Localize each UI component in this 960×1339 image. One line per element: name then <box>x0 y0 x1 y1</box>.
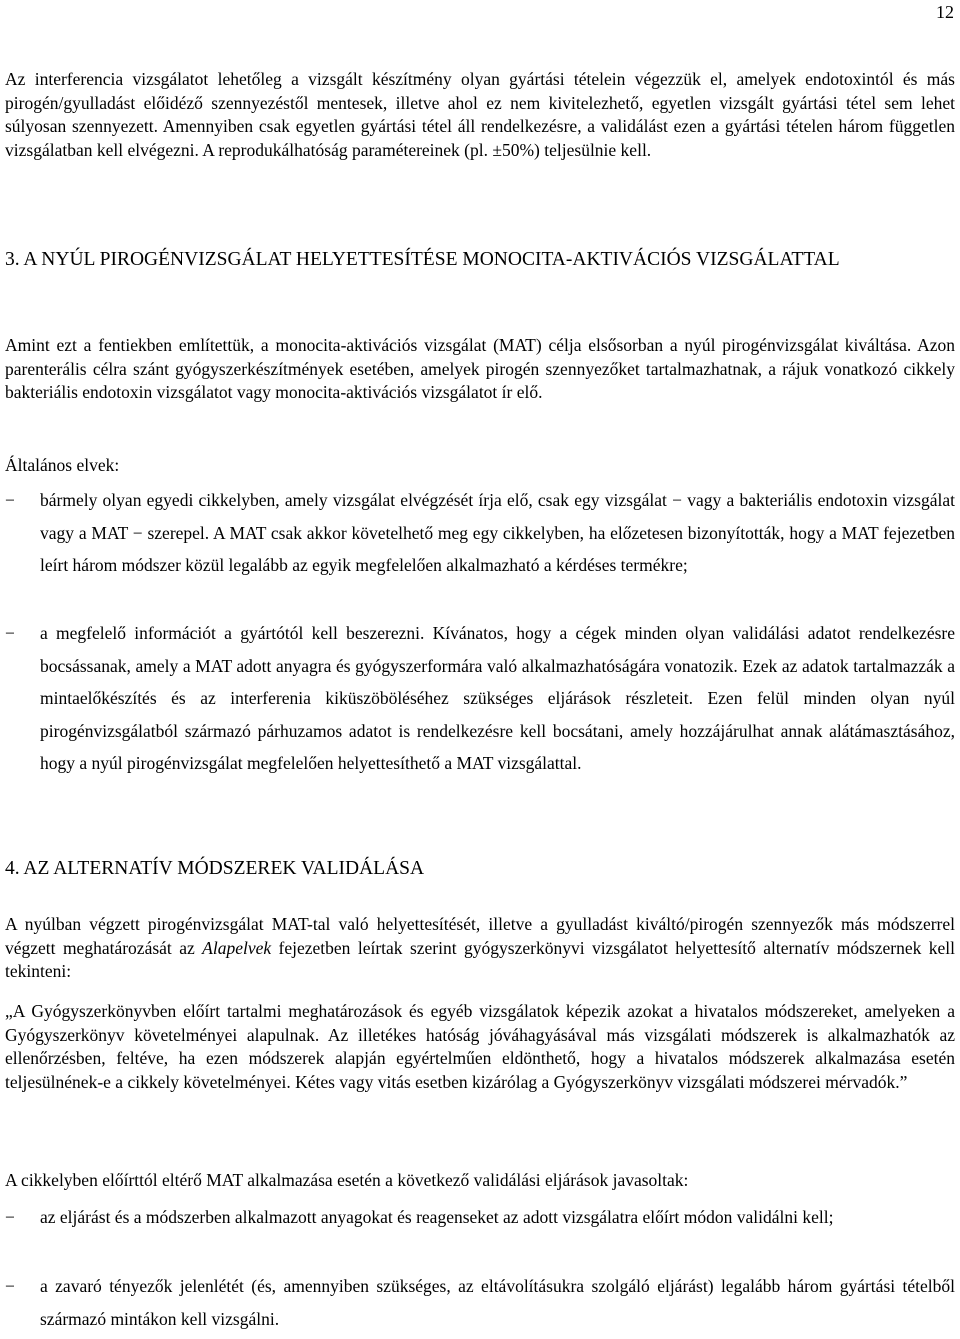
bullet-text: az eljárást és a módszerben alkalmazott anyagokat és reagenseket az adott vizsgálatra előírt módon validálni kell; <box>40 1207 834 1227</box>
section-3-heading: 3. A NYÚL PIROGÉNVIZSGÁLAT HELYETTESÍTÉSE MONOCITA-AKTIVÁCIÓS VIZSGÁLATTAL <box>5 249 840 270</box>
bullet-text: a zavaró tényezők jelenlétét (és, amennyiben szükséges, az eltávolításukra szolgáló eljárást) legalább három gyártási tételből származó mintákon kell vizsgálni. <box>40 1276 955 1329</box>
dash-bullet-icon: − <box>5 1207 15 1227</box>
page-number: 12 <box>936 2 954 22</box>
section-3-bullet-1 <box>5 484 955 582</box>
bullet-text: bármely olyan egyedi cikkelyben, amely vizsgálat elvégzését írja elő, csak egy vizsgálat − vagy a bakteriális endotoxin vizsgálat vagy a MAT − szerepel. A MAT csak akkor követelhető meg egy cikkelyben, ha előzetesen bizonyították, hogy a MAT fejezetben leírt három módszer közül legalább az egyik megfelelően alkalmazható a kérdéses termékre; <box>40 490 955 575</box>
interference-paragraph: Az interferencia vizsgálatot lehetőleg a vizsgált készítmény olyan gyártási tételein végezzük el, amelyek endotoxintól és más pirogén/gyulladást előidéző szennyezéstől mentesek, illetve ahol ez nem kivitelezhető, egyetlen vizsgált gyártási tétel sem lehet súlyosan szennyezett. Amennyiben csak egyetlen gyártási tétel áll rendelkezésre, a validálást ezen a gyártási tételen három független vizsgálatban kell elvégezni. A reprodukálhatóság paramétereinek (pl. ±50%) teljesülnie kell. <box>5 69 955 160</box>
general-principles-label: Általános elvek: <box>5 455 120 475</box>
section-3-intro: Amint ezt a fentiekben említettük, a monocita-aktivációs vizsgálat (MAT) célja elsősorban a nyúl pirogénvizsgálat kiváltása. Azon parenterális célra szánt gyógyszerkészítmények esetében, amelyek pirogén szennyezőket tartalmazhatnak, a rájuk vonatkozó cikkely bakteriális endotoxin vizsgálatot vagy monocita-aktivációs vizsgálatot ír elő. <box>5 335 955 403</box>
section-4-heading: 4. AZ ALTERNATÍV MÓDSZEREK VALIDÁLÁSA <box>5 858 425 879</box>
dash-bullet-icon: − <box>5 623 15 643</box>
section-4-bullet-2 <box>5 1270 955 1335</box>
dash-bullet-icon: − <box>5 490 15 510</box>
section-4-bullet-1 <box>5 1201 955 1234</box>
section-4-intro: A nyúlban végzett pirogénvizsgálat MAT-tal való helyettesítését, illetve a gyulladást kiváltó/pirogén szennyezők más módszerrel végzett meghatározását az Alapelvek fejezetben leírtak szerint gyógyszerkönyvi vizsgálatot helyettesítő alternatív módszernek kell tekinteni: <box>5 914 955 982</box>
pharmacopoeia-quote: „A Gyógyszerkönyvben előírt tartalmi meghatározások és egyéb vizsgálatok képezik azokat a hivatalos módszereket, amelyeken a Gyógyszerkönyv követelményei alapulnak. Az illetékes hatóság jóváhagyásával más vizsgálati módszerek is alkalmazhatók az ellenőrzésben, feltéve, ha ezen módszerek alapján egyértelműen eldönthető, hogy a hivatalos módszerek alkalmazása esetén teljesülnének-e a cikkely követelményei. Kétes vagy vitás esetben kizárólag a Gyógyszerkönyv vizsgálati módszerei mérvadók.” <box>5 1001 955 1092</box>
section-3-bullet-2 <box>5 617 955 780</box>
alapelvek-reference: Alapelvek <box>202 937 272 958</box>
bullet-text: a megfelelő információt a gyártótól kell beszerezni. Kívánatos, hogy a cégek minden olyan validálási adatot rendelkezésre bocsássanak, amely a MAT adott anyagra és gyógyszerformára való alkalmazhatóságára vonatozik. Ezek az adatok tartalmazzák a mintaelőkészítés és az interferenia kiküszöböléséhez szükséges eljárások részleteit. Ezen felül minden olyan nyúl pirogénvizsgálatból származó párhuzamos adatot is rendelkezésre kell bocsátani, amely hozzájárulhat annak alátámasztásához, hogy a nyúl pirogénvizsgálat megfelelően helyettesíthető a MAT vizsgálattal. <box>40 623 955 773</box>
validation-proposal: A cikkelyben előírttól eltérő MAT alkalmazása esetén a következő validálási eljárások javasoltak: <box>5 1170 689 1190</box>
dash-bullet-icon: − <box>5 1276 15 1296</box>
